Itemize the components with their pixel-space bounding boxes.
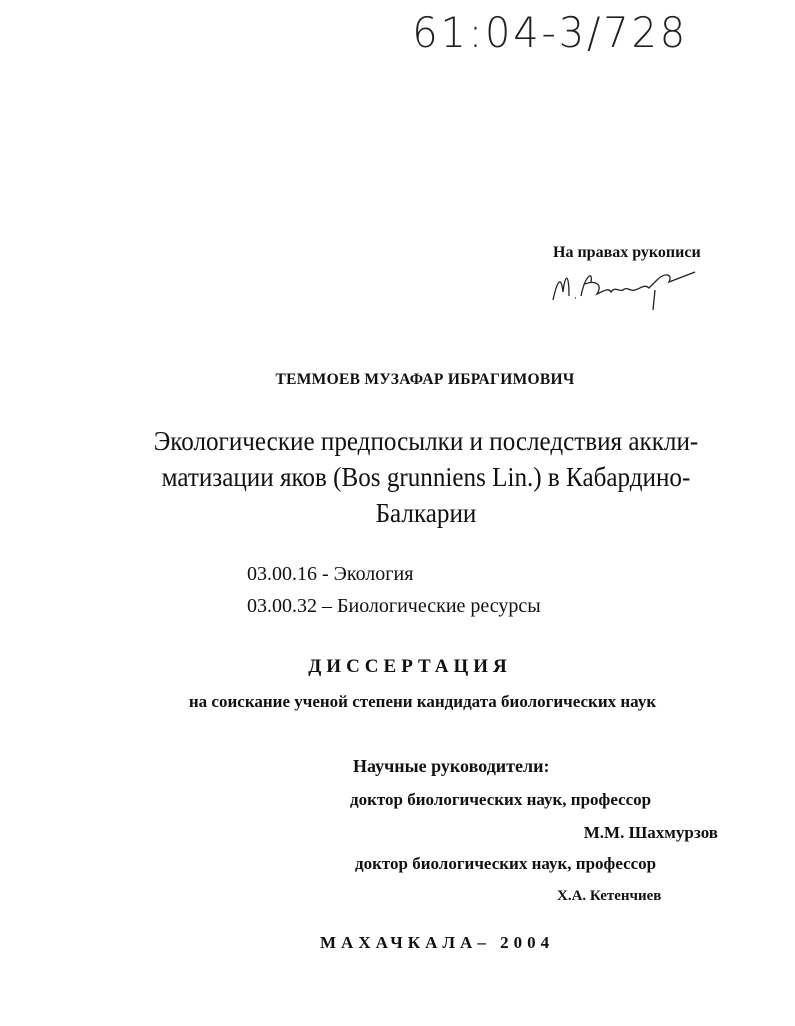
handwritten-archive-number: 61:04-3/728 (412, 8, 688, 57)
author-signature (545, 262, 705, 312)
title-line: Балкарии (375, 498, 477, 528)
dissertation-title (141, 423, 710, 531)
supervisor-1-name: М.М. Шахмурзов (583, 823, 718, 842)
title-line: матизации яков (Bos grunniens Lin.) в Кабардино- (161, 462, 691, 492)
supervisors-heading: Научные руководители: (353, 756, 550, 776)
specialty-ecology: 03.00.16 - Экология (247, 563, 414, 585)
specialty-biological-resources: 03.00.32 – Биологические ресурсы (247, 595, 541, 617)
supervisor-1-title: доктор биологических наук, профессор (350, 790, 652, 809)
document-type: ДИССЕРТАЦИЯ (308, 656, 512, 677)
supervisor-2-title: доктор биологических наук, профессор (355, 854, 657, 873)
title-line: Экологические предпосылки и последствия аккли- (153, 426, 699, 456)
author-name: ТЕММОЕВ МУЗАФАР ИБРАГИМОВИЧ (275, 371, 575, 388)
city-year: МАХАЧКАЛА– 2004 (320, 933, 555, 952)
degree-statement: на соискание ученой степени кандидата биологических наук (188, 692, 657, 711)
rights-note: На правах рукописи (553, 244, 701, 261)
supervisor-2-name: Х.А. Кетенчиев (557, 888, 662, 904)
